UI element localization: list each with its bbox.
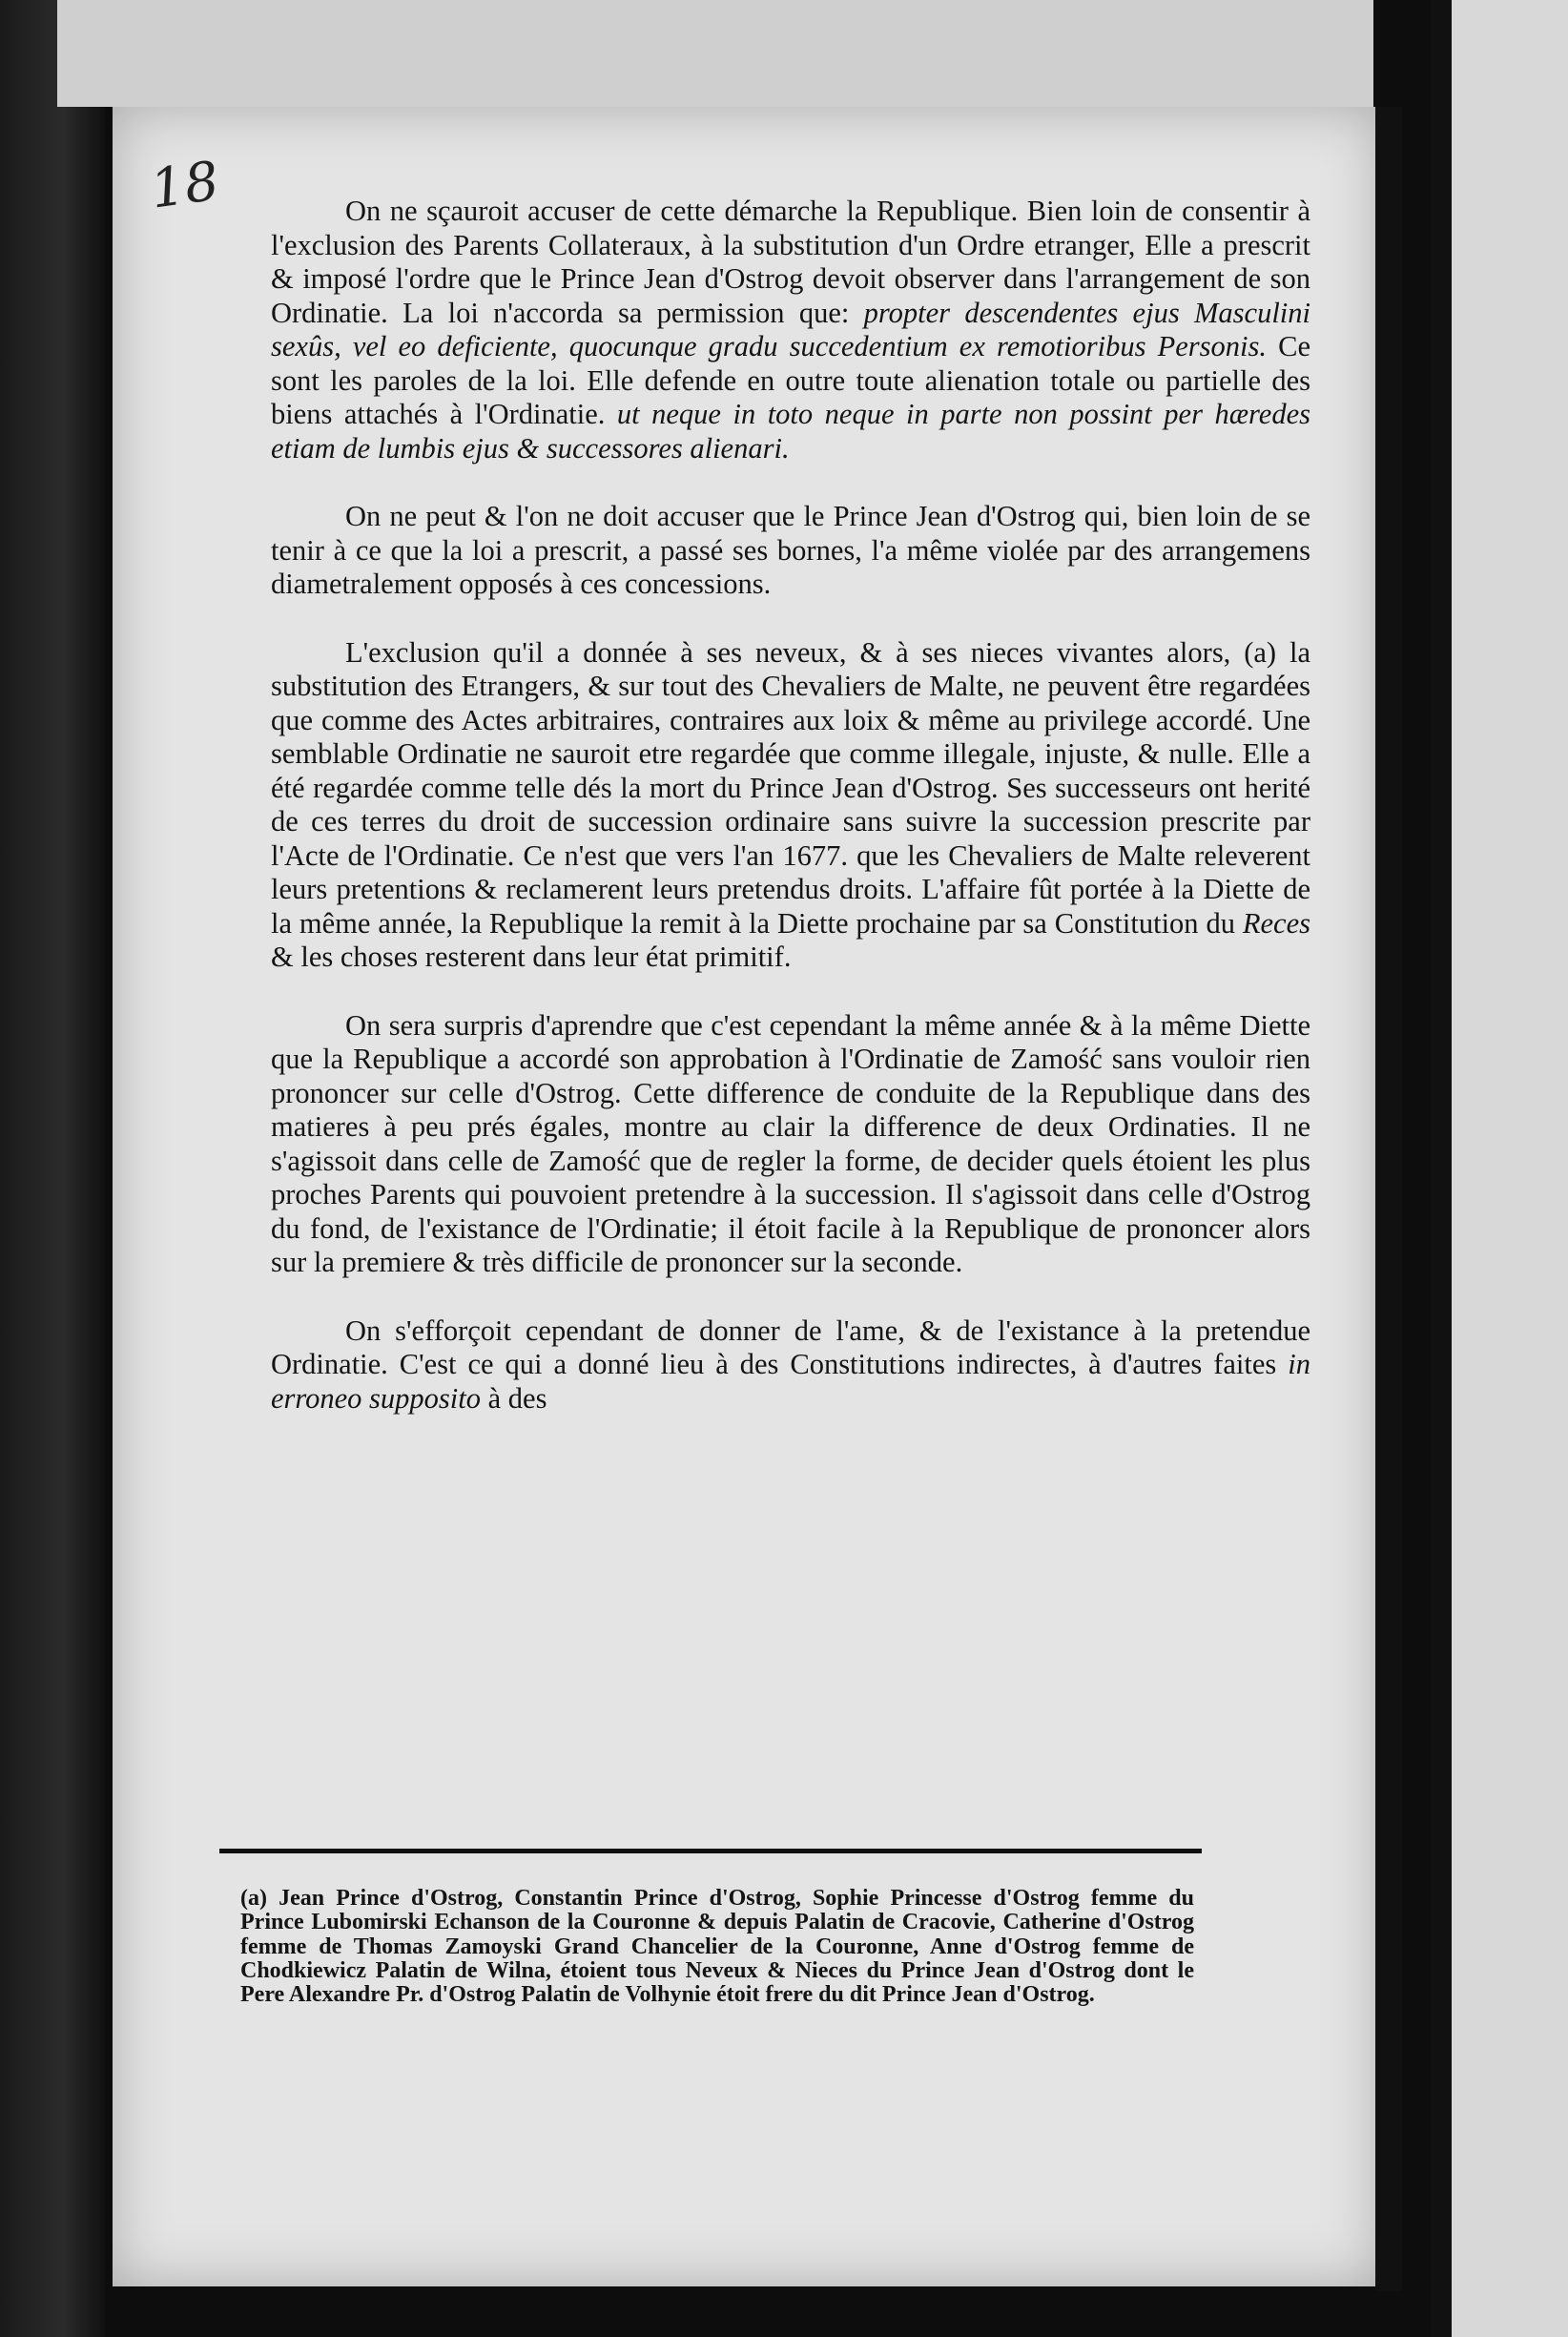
- background-left-strip: [0, 0, 105, 2337]
- text-run: On ne peut & l'on ne doit accuser que le Prince Jean d'Ostrog qui, bien loin de se tenir à ce que la loi a prescrit, a passé ses bornes, l'a même violée par des arrangemens diametralement opposés à ces concessions.: [271, 500, 1310, 600]
- paragraph: [271, 195, 1310, 465]
- page-number: 18: [146, 150, 223, 221]
- footnote: (a) Jean Prince d'Ostrog, Constantin Prince d'Ostrog, Sophie Princesse d'Ostrog femme du Prince Lubomirski Echanson de la Couronne & depuis Palatin de Cracovie, Catherine d'Ostrog femme de Thomas Zamoyski Grand Chancelier de la Couronne, Anne d'Ostrog femme de Chodkiewicz Palatin de Wilna, étoient tous Neveux & Nieces du Prince Jean d'Ostrog dont le Pere Alexandre Pr. d'Ostrog Palatin de Volhynie étoit frere du dit Prince Jean d'Ostrog.: [240, 1886, 1194, 2008]
- latin-term: Reces: [1242, 906, 1310, 940]
- paragraph: [271, 500, 1310, 602]
- footnote-separator-rule: [219, 1849, 1202, 1853]
- body-text: [271, 195, 1310, 1416]
- text-run: On s'efforçoit cependant de donner de l'ame, & de l'existance à la pretendue Ordinatie. C'est ce qui a donné lieu à des Constitutions indirectes, à d'autres faites: [271, 1313, 1310, 1380]
- paragraph: [271, 1009, 1310, 1280]
- background-top-sheet: [57, 0, 1373, 107]
- text-run: On sera surpris d'aprendre que c'est cependant la même année & à la même Diette que la Republique a accordé son approbation à l'Ordinatie de Zamość sans vouloir rien prononcer sur celle d'Ostrog. Cette difference de conduite de la Republique dans des matieres à peu prés égales, montre au clair la difference de deux Ordinaties. Il ne s'agissoit dans celle de Zamość que de regler la forme, de decider quels étoient les plus proches Parents qui pouvoient pretendre à la succession. Il s'agissoit dans celle d'Ostrog du fond, de l'existance de l'Ordinatie; il étoit facile à la Republique de prononcer alors sur la premiere & très difficile de prononcer sur la seconde.: [271, 1008, 1310, 1278]
- text-run: & les choses resterent dans leur état primitif.: [271, 941, 792, 973]
- text-run: Ce sont les paroles de la loi. Elle defende en outre toute alienation totale ou partielle des biens attachés à l'Ordinatie.: [271, 330, 1310, 430]
- text-run: à des: [481, 1381, 547, 1415]
- paragraph: [271, 636, 1310, 975]
- paragraph: [271, 1314, 1310, 1417]
- text-run: On ne sçauroit accuser de cette démarche la Republique. Bien loin de consentir à l'exclusion des Parents Collateraux, à la substitution d'un Ordre etranger, Elle a prescrit & imposé l'ordre que le Prince Jean d'Ostrog devoit observer dans l'arrangement de son Ordinatie. La loi n'accorda sa permission que:: [271, 195, 1310, 329]
- latin-term: in erroneo supposito: [271, 1348, 1310, 1415]
- text-run: L'exclusion qu'il a donnée à ses neveux, & à ses nieces vivantes alors, (a) la substitution des Etrangers, & sur tout des Chevaliers de Malte, ne peuvent être regardées que comme des Actes arbitraires, contraires aux loix & même au privilege accordé. Une semblable Ordinatie ne sauroit etre regardée que comme illegale, injuste, & nulle. Elle a été regardée comme telle dés la mort du Prince Jean d'Ostrog. Ses successeurs ont herité de ces terres du droit de succession ordinaire sans suivre la succession prescrite par l'Acte de l'Ordinatie. Ce n'est que vers l'an 1677. que les Chevaliers de Malte releverent leurs pretentions & reclamerent leurs pretendus droits. L'affaire fût portée à la Diette de la même année, la Republique la remit à la Diette prochaine par sa Constitution du: [271, 635, 1310, 940]
- latin-quote: propter descendentes ejus Masculini sexûs, vel eo deficiente, quocunque gradu succedentium ex remotioribus Personis.: [271, 296, 1310, 362]
- page-edge-shadow: [1375, 107, 1402, 2291]
- page-gutter-shadow: [1431, 0, 1452, 2337]
- latin-quote: ut neque in toto neque in parte non possint per hæredes etiam de lumbis ejus & successores alienari.: [271, 398, 1310, 465]
- background-adjacent-page: [1431, 0, 1568, 2337]
